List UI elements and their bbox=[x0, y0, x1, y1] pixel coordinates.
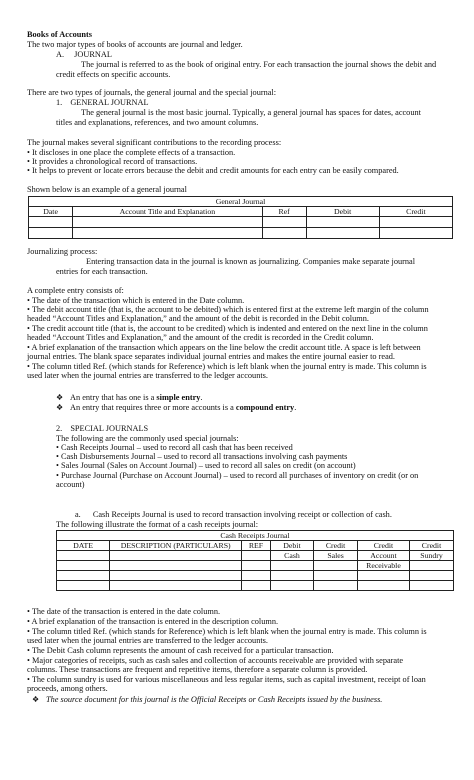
diamond-bullet-icon: ❖ bbox=[32, 695, 40, 704]
crj-header-credit-3: Credit bbox=[410, 541, 454, 551]
crj-note: • The Debit Cash column represents the amount of cash received for a particular transaction. bbox=[27, 646, 334, 655]
source-document-note bbox=[32, 695, 460, 704]
crj-header-date: DATE bbox=[57, 541, 110, 551]
crj-subheader-cash: Cash bbox=[270, 551, 314, 561]
table-row bbox=[29, 217, 453, 228]
special-journals-intro: The following are the commonly used special journals: bbox=[56, 434, 239, 443]
gj-header-date: Date bbox=[29, 207, 73, 217]
general-journal-heading bbox=[56, 98, 474, 107]
crj-note: • Major categories of receipts, such as cash sales and collection of accounts receivable are provided with separate bbox=[27, 656, 404, 665]
simple-entry-period: . bbox=[200, 393, 203, 402]
general-journal-caption: General Journal bbox=[29, 197, 453, 207]
cash-receipts-text: Cash Receipts Journal is used to record transaction involving receipt or collection of cash. bbox=[92, 510, 392, 519]
table-row bbox=[29, 228, 453, 239]
compound-entry-term: compound entry bbox=[235, 403, 295, 412]
section-a-heading bbox=[56, 50, 474, 59]
general-journal-title: GENERAL JOURNAL bbox=[70, 98, 149, 107]
general-journal-number: 1. bbox=[56, 98, 63, 107]
simple-entry-term: simple entry bbox=[156, 393, 201, 402]
gj-header-account: Account Title and Explanation bbox=[73, 207, 263, 217]
cash-receipts-table bbox=[56, 530, 454, 591]
complete-entry-line: • The debit account title (that is, the account to be debited) which is entered first at the extreme left margin of the column bbox=[27, 305, 429, 314]
two-types-text: There are two types of journals, the general journal and the special journal: bbox=[27, 88, 277, 97]
simple-entry-text: An entry that has one is a bbox=[70, 393, 157, 402]
crj-header-description: DESCRIPTION (PARTICULARS) bbox=[110, 541, 242, 551]
diamond-bullet-icon: ❖ bbox=[56, 403, 64, 412]
cash-receipts-label: a. bbox=[75, 510, 81, 519]
crj-subheader-account: Account bbox=[357, 551, 409, 561]
general-journal-def-1: The general journal is the most basic journal. Typically, a general journal has spaces for dates, account bbox=[81, 108, 421, 117]
crj-note: • A brief explanation of the transaction is entered in the description column. bbox=[27, 617, 279, 626]
cash-receipts-follow: The following illustrate the format of a cash receipts journal: bbox=[56, 520, 259, 529]
compound-entry-line bbox=[56, 403, 474, 412]
crj-note: • The date of the transaction is entered in the date column. bbox=[27, 607, 221, 616]
special-journal-item: • Sales Journal (Sales on Account Journal) – used to record all sales on credit (on account) bbox=[56, 461, 356, 470]
general-journal-table bbox=[28, 196, 453, 239]
cash-receipts-heading bbox=[75, 510, 474, 519]
section-a-label: A. bbox=[56, 50, 65, 59]
crj-note: columns. These transactions are frequent and repetitive items, therefore a separate column is provided. bbox=[27, 665, 368, 674]
crj-header-credit-2: Credit bbox=[357, 541, 409, 551]
special-journal-item: • Cash Disbursements Journal – used to record all transactions involving cash payments bbox=[56, 452, 348, 461]
complete-entry-line: headed “Account Titles and Explanation,” and the amount of the debit is recorded in the Debit column. bbox=[27, 314, 369, 323]
complete-entry-line: used later when the journal entries are transferred to the ledger accounts. bbox=[27, 371, 268, 380]
contribution-item: • It provides a chronological record of transactions. bbox=[27, 157, 198, 166]
contribution-item: • It helps to prevent or locate errors because the debit and credit amounts for each entry can be easily compared. bbox=[27, 166, 399, 175]
special-journal-item: • Cash Receipts Journal – used to record all cash that has been received bbox=[56, 443, 293, 452]
crj-note: proceeds, among others. bbox=[27, 684, 108, 693]
journalizing-text-2: entries for each transaction. bbox=[56, 267, 148, 276]
general-journal-def-2: titles and explanations, references, and two amount columns. bbox=[56, 118, 259, 127]
journal-definition-1: The journal is referred to as the book of original entry. For each transaction the journal shows the debit and bbox=[81, 60, 437, 69]
complete-entry-intro: A complete entry consists of: bbox=[27, 286, 124, 295]
special-journals-number: 2. bbox=[56, 424, 63, 433]
cash-receipts-caption: Cash Receipts Journal bbox=[57, 531, 454, 541]
journalizing-text-1: Entering transaction data in the journal is known as journalizing. Companies make separate journal bbox=[86, 257, 416, 266]
source-document-text: The source document for this journal is the Official Receipts or Cash Receipts issued by the business. bbox=[46, 695, 383, 704]
complete-entry-line: • The date of the transaction which is entered in the Date column. bbox=[27, 296, 245, 305]
complete-entry-line: • The column titled Ref. (which stands for Reference) which is left blank when the journal entry is made. This column is bbox=[27, 362, 427, 371]
journal-definition-2: credit effects on specific accounts. bbox=[56, 70, 171, 79]
special-journal-item: • Purchase Journal (Purchase on Account Journal) – used to record all purchases of inventory on credit (or on bbox=[56, 471, 419, 480]
crj-subheader-sundry: Sundry bbox=[410, 551, 454, 561]
section-a-title: JOURNAL bbox=[74, 50, 112, 59]
special-journals-title: SPECIAL JOURNALS bbox=[70, 424, 149, 433]
crj-note: • The column sundry is used for various miscellaneous and less regular items, such as capital investment, receipt of loan bbox=[27, 675, 426, 684]
intro-text: The two major types of books of accounts are journal and ledger. bbox=[27, 40, 243, 49]
contribution-item: • It discloses in one place the complete effects of a transaction. bbox=[27, 148, 236, 157]
crj-header-ref: REF bbox=[242, 541, 270, 551]
crj-header-credit-1: Credit bbox=[314, 541, 358, 551]
complete-entry-line: journal entries. The blank space separates individual journal entries and makes the entire journal easier to read. bbox=[27, 352, 395, 361]
crj-header-debit: Debit bbox=[270, 541, 314, 551]
example-intro: Shown below is an example of a general journal bbox=[27, 185, 187, 194]
complete-entry-line: • The credit account title (that is, the account to be credited) which is indented and entered on the next line in the column bbox=[27, 324, 428, 333]
compound-entry-text: An entry that requires three or more accounts is a bbox=[70, 403, 236, 412]
table-row bbox=[57, 581, 454, 591]
gj-header-ref: Ref bbox=[262, 207, 306, 217]
crj-subheader-sales: Sales bbox=[314, 551, 358, 561]
document-title: Books of Accounts bbox=[27, 30, 93, 39]
contributions-intro: The journal makes several significant contributions to the recording process: bbox=[27, 138, 282, 147]
gj-header-debit: Debit bbox=[306, 207, 379, 217]
complete-entry-line: headed “Account Titles and Explanation,” and the amount of the credit is recorded in the Credit column. bbox=[27, 333, 374, 342]
compound-entry-period: . bbox=[294, 403, 297, 412]
journalizing-title: Journalizing process: bbox=[27, 247, 98, 256]
crj-note: used later when the journal entries are transferred to the ledger accounts. bbox=[27, 636, 268, 645]
diamond-bullet-icon: ❖ bbox=[56, 393, 64, 402]
crj-note: • The column titled Ref. (which stands for Reference) which is left blank when the journal entry is made. This column is bbox=[27, 627, 427, 636]
simple-entry-line bbox=[56, 393, 474, 402]
gj-header-credit: Credit bbox=[379, 207, 452, 217]
complete-entry-line: • A brief explanation of the transaction which appears on the line below the credit account title. A space is left between bbox=[27, 343, 421, 352]
table-row bbox=[57, 571, 454, 581]
crj-subheader-receivable: Receivable bbox=[357, 561, 409, 571]
special-journals-heading bbox=[56, 424, 474, 433]
special-journal-item: account) bbox=[56, 480, 85, 489]
